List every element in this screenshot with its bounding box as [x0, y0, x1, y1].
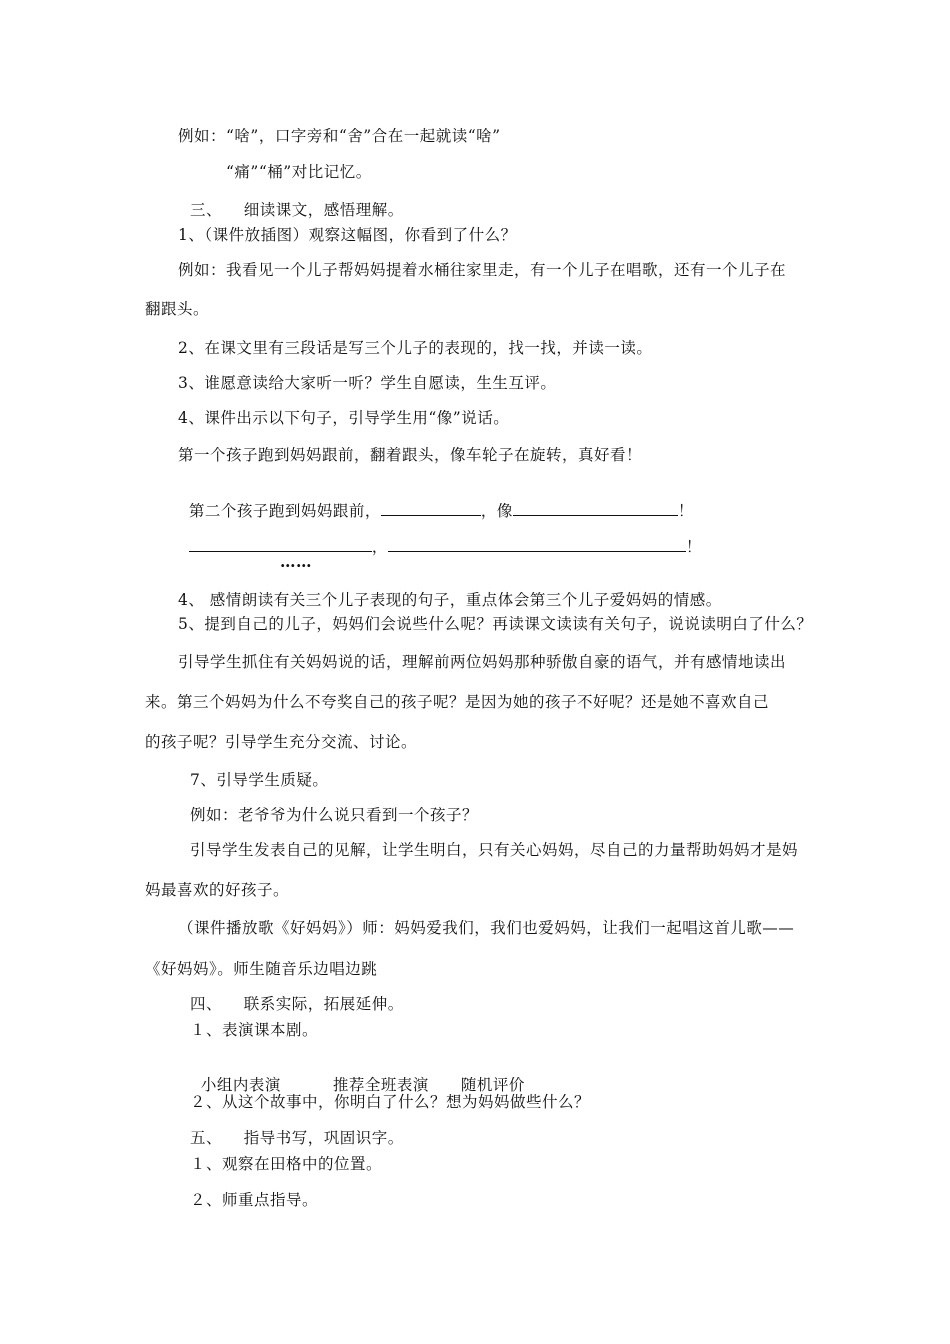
- fill-in-sentence-3: [178, 517, 702, 557]
- step-7: 7、引导学生质疑。: [190, 771, 329, 789]
- guidance-para-3: 的孩子呢？引导学生充分交流、讨论。: [145, 733, 418, 751]
- writing-step-2: ２、师重点指导。: [190, 1191, 319, 1209]
- fill-in-sentence-2: [178, 481, 694, 521]
- activity-options: [190, 1055, 525, 1095]
- activity-1: １、表演课本剧。: [190, 1021, 319, 1039]
- blank-field[interactable]: [189, 537, 372, 552]
- activity-2: ２、从这个故事中，你明白了什么？想为妈妈做些什么？: [190, 1093, 591, 1111]
- fill-in-end: ！: [677, 502, 694, 520]
- step-2: 2、在课文里有三段话是写三个儿子的表现的，找一找，并读一读。: [178, 339, 653, 357]
- blank-field[interactable]: [388, 537, 686, 552]
- fill-in-comma: ，: [371, 538, 388, 556]
- compare-line: “痛”“桶”对比记忆。: [226, 163, 372, 181]
- guidance-para-4: 引导学生发表自己的见解，让学生明白，只有关心妈妈，尽自己的力量帮助妈妈才是妈: [190, 841, 799, 859]
- example-answer: 例如：我看见一个儿子帮妈妈提着水桶往家里走，有一个儿子在唱歌，还有一个儿子在: [178, 261, 787, 279]
- section-heading-5: 五、 指导书写，巩固识字。: [190, 1129, 404, 1147]
- option-class-performance: 推荐全班表演: [332, 1076, 429, 1094]
- blank-field[interactable]: [513, 501, 678, 516]
- section-heading-4: 四、 联系实际，拓展延伸。: [190, 995, 404, 1013]
- sample-sentence: 第一个孩子跑到妈妈跟前，翻着跟头，像车轮子在旋转，真好看！: [178, 446, 643, 464]
- example-line: 例如：“啥”，口字旁和“舍”合在一起就读“啥”: [178, 127, 501, 145]
- fill-in-prefix: 第二个孩子跑到妈妈跟前，: [188, 502, 381, 520]
- blank-field[interactable]: [381, 501, 481, 516]
- question-example: 例如：老爷爷为什么说只看到一个孩子？: [190, 806, 479, 824]
- guidance-para-2: 来。第三个妈妈为什么不夸奖自己的孩子呢？是因为她的孩子不好呢？还是她不喜欢自己: [145, 693, 770, 711]
- ellipsis: ……: [280, 552, 312, 571]
- guidance-para-1: 引导学生抓住有关妈妈说的话，理解前两位妈妈那种骄傲自豪的语气，并有感情地读出: [178, 653, 787, 671]
- guidance-para-4-cont: 妈最喜欢的好孩子。: [145, 881, 290, 899]
- option-group-performance: 小组内表演: [200, 1076, 281, 1094]
- section-heading-3: 三、 细读课文，感悟理解。: [190, 201, 404, 219]
- option-random-evaluation: 随机评价: [460, 1076, 525, 1094]
- step-5: 5、提到自己的儿子，妈妈们会说些什么呢？再读课文读读有关句子，说说读明白了什么？: [178, 615, 813, 633]
- writing-step-1: １、观察在田格中的位置。: [190, 1155, 383, 1173]
- fill-in-end: ！: [685, 538, 702, 556]
- step-4b: 4、 感情朗读有关三个儿子表现的句子，重点体会第三个儿子爱妈妈的情感。: [178, 591, 722, 609]
- fill-in-mid: ，像: [480, 502, 513, 520]
- step-3: 3、谁愿意读给大家听一听？学生自愿读，生生互评。: [178, 374, 557, 392]
- song-line-cont: 《好妈妈》。师生随音乐边唱边跳: [145, 960, 378, 978]
- step-4: 4、课件出示以下句子，引导学生用“像”说话。: [178, 409, 510, 427]
- example-answer-cont: 翻跟头。: [145, 300, 210, 318]
- step-1: 1、（课件放插图）观察这幅图，你看到了什么？: [178, 226, 517, 244]
- song-line: （课件播放歌《好妈妈》）师：妈妈爱我们，我们也爱妈妈，让我们一起唱这首儿歌——: [178, 919, 795, 937]
